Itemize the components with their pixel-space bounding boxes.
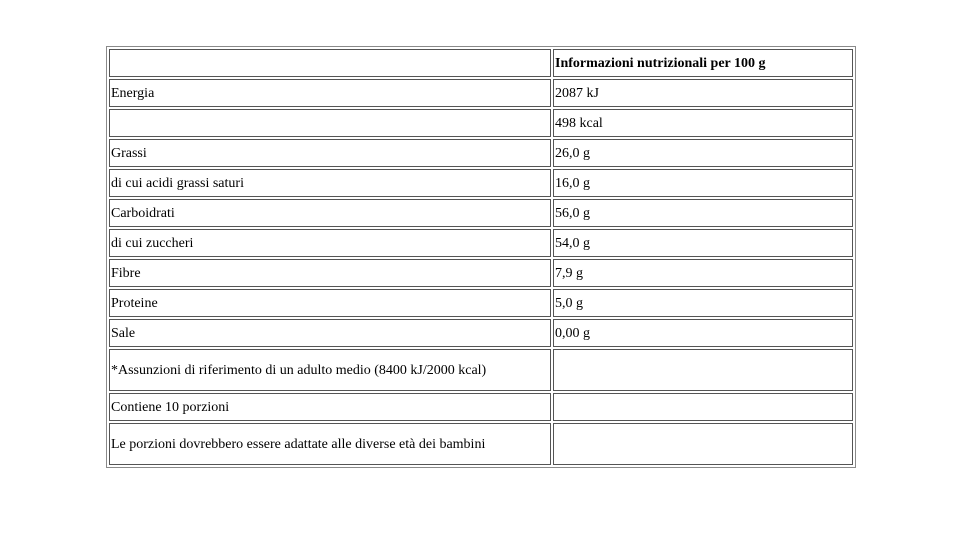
row-value	[553, 423, 853, 465]
table-header-row	[109, 49, 853, 77]
table-row	[109, 259, 853, 287]
row-label: Carboidrati	[109, 199, 551, 227]
row-value: 56,0 g	[553, 199, 853, 227]
row-label: di cui acidi grassi saturi	[109, 169, 551, 197]
table-row	[109, 423, 853, 465]
row-label	[109, 109, 551, 137]
row-label: di cui zuccheri	[109, 229, 551, 257]
table-row	[109, 199, 853, 227]
row-label: Sale	[109, 319, 551, 347]
header-value-cell: Informazioni nutrizionali per 100 g	[553, 49, 853, 77]
row-value: 16,0 g	[553, 169, 853, 197]
row-value	[553, 393, 853, 421]
row-label: Fibre	[109, 259, 551, 287]
table-row	[109, 349, 853, 391]
table-row	[109, 229, 853, 257]
table-row	[109, 139, 853, 167]
row-value: 0,00 g	[553, 319, 853, 347]
table-row	[109, 79, 853, 107]
table-row	[109, 109, 853, 137]
row-value: 26,0 g	[553, 139, 853, 167]
header-label-cell	[109, 49, 551, 77]
row-label: Proteine	[109, 289, 551, 317]
table-row	[109, 169, 853, 197]
table-row	[109, 289, 853, 317]
row-label: Contiene 10 porzioni	[109, 393, 551, 421]
row-value: 7,9 g	[553, 259, 853, 287]
row-value: 2087 kJ	[553, 79, 853, 107]
nutrition-table	[106, 46, 856, 468]
row-label: Le porzioni dovrebbero essere adattate alle diverse età dei bambini	[109, 423, 551, 465]
row-label: *Assunzioni di riferimento di un adulto medio (8400 kJ/2000 kcal)	[109, 349, 551, 391]
row-label: Grassi	[109, 139, 551, 167]
table-row	[109, 319, 853, 347]
row-label: Energia	[109, 79, 551, 107]
row-value	[553, 349, 853, 391]
row-value: 5,0 g	[553, 289, 853, 317]
table-row	[109, 393, 853, 421]
row-value: 498 kcal	[553, 109, 853, 137]
row-value: 54,0 g	[553, 229, 853, 257]
